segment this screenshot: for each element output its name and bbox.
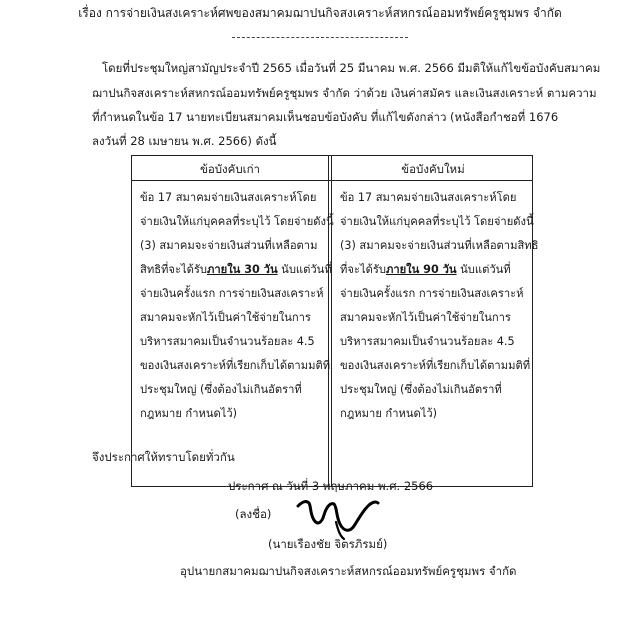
new-regulation-line: สมาคมจะหักไว้เป็นค่าใช้จ่ายในการ [340,311,511,324]
new-period-emphasis: ภายใน 90 วัน [385,263,457,276]
old-period-suffix: นับแต่วันที่ [277,263,332,276]
closing-statement: จึงประกาศให้ทราบโดยทั่วกัน [92,450,235,464]
old-regulation-line: สมาคมจะหักไว้เป็นค่าใช้จ่ายในการ [140,311,311,324]
new-regulation-line: (3) สมาคมจะจ่ายเงินส่วนที่เหลือตามสิทธิ [340,239,539,252]
signer-title: อุปนายกสมาคมฌาปนกิจสงเคราะห์สหกรณ์ออมทรัพย์ครูชุมพร จำกัด [180,564,517,578]
old-regulation-line: จ่ายเงินให้แก่บุคคลที่ระบุไว้ โดยจ่ายดังนี้ [140,215,334,228]
comparison-table [131,155,539,487]
table-column-divider [328,156,329,486]
new-regulation-line: จ่ายเงินให้แก่บุคคลที่ระบุไว้ โดยจ่ายดังนี้ [340,215,534,228]
new-period-suffix: นับแต่วันที่ [456,263,511,276]
handwritten-signature-icon [292,482,382,542]
new-regulation-line: ของเงินสงเคราะห์ที่เรียกเก็บได้ตามมติที่ [340,359,531,372]
old-regulation-line: ของเงินสงเคราะห์ที่เรียกเก็บได้ตามมติที่ [140,359,331,372]
body-paragraph-line-3: ที่กำหนดในข้อ 17 นายทะเบียนสมาคมเห็นชอบข้อบังคับ ที่แก้ไขดังกล่าว (หนังสือกำชอที่ 1676 [92,110,559,124]
table-header-new-regulation: ข้อบังคับใหม่ [401,162,465,176]
new-regulation-line: กฎหมาย กำหนดไว้) [340,407,438,420]
subject-underline [232,37,408,38]
body-paragraph-line-4: ลงวันที่ 28 เมษายน พ.ศ. 2566) ดังนี้ [92,134,277,148]
old-regulation-line: กฎหมาย กำหนดไว้) [140,407,238,420]
new-regulation-line: ข้อ 17 สมาคมจ่ายเงินสงเคราะห์โดย [340,191,517,204]
old-period-prefix: สิทธิที่จะได้รับ [140,263,207,276]
old-regulation-line: จ่ายเงินครั้งแรก การจ่ายเงินสงเคราะห์ [140,287,324,300]
old-regulation-line: ข้อ 17 สมาคมจ่ายเงินสงเคราะห์โดย [140,191,317,204]
new-period-prefix: ที่จะได้รับ [340,263,386,276]
table-header-old-regulation: ข้อบังคับเก่า [199,162,261,176]
new-regulation-line: จ่ายเงินครั้งแรก การจ่ายเงินสงเคราะห์ [340,287,524,300]
old-regulation-line: ประชุมใหญ่ (ซึ่งต้องไม่เกินอัตราที่ [140,383,302,396]
old-regulation-line-period [140,260,332,278]
signature-label: (ลงชื่อ) [235,507,272,521]
new-regulation-line: บริหารสมาคมเป็นจำนวนร้อยละ 4.5 [340,335,515,348]
table-column-divider-inner [331,156,332,486]
signer-name: (นายเรืองชัย จิตรภิรมย์) [268,537,388,551]
old-regulation-line: บริหารสมาคมเป็นจำนวนร้อยละ 4.5 [140,335,315,348]
old-period-emphasis: ภายใน 30 วัน [206,263,278,276]
body-paragraph-line-1: โดยที่ประชุมใหญ่สามัญประจำปี 2565 เมื่อวันที่ 25 มีนาคม พ.ศ. 2566 มีมติให้แก้ไขข้อบังคับสมาคม [102,61,601,75]
subject-line: เรื่อง การจ่ายเงินสงเคราะห์ศพของสมาคมฌาปนกิจสงเคราะห์สหกรณ์ออมทรัพย์ครูชุมพร จำกัด [78,6,562,20]
new-regulation-line: ประชุมใหญ่ (ซึ่งต้องไม่เกินอัตราที่ [340,383,502,396]
table-header-rule [132,180,532,181]
announcement-date: ประกาศ ณ วันที่ 3 พฤษภาคม พ.ศ. 2566 [228,479,434,493]
body-paragraph-line-2: ฌาปนกิจสงเคราะห์สหกรณ์ออมทรัพย์ครูชุมพร จำกัด ว่าด้วย เงินค่าสมัคร และเงินสงเคราะห์ ตามความ [92,86,597,100]
old-regulation-line: (3) สมาคมจะจ่ายเงินส่วนที่เหลือตาม [140,239,318,252]
new-regulation-line-period [340,260,511,278]
